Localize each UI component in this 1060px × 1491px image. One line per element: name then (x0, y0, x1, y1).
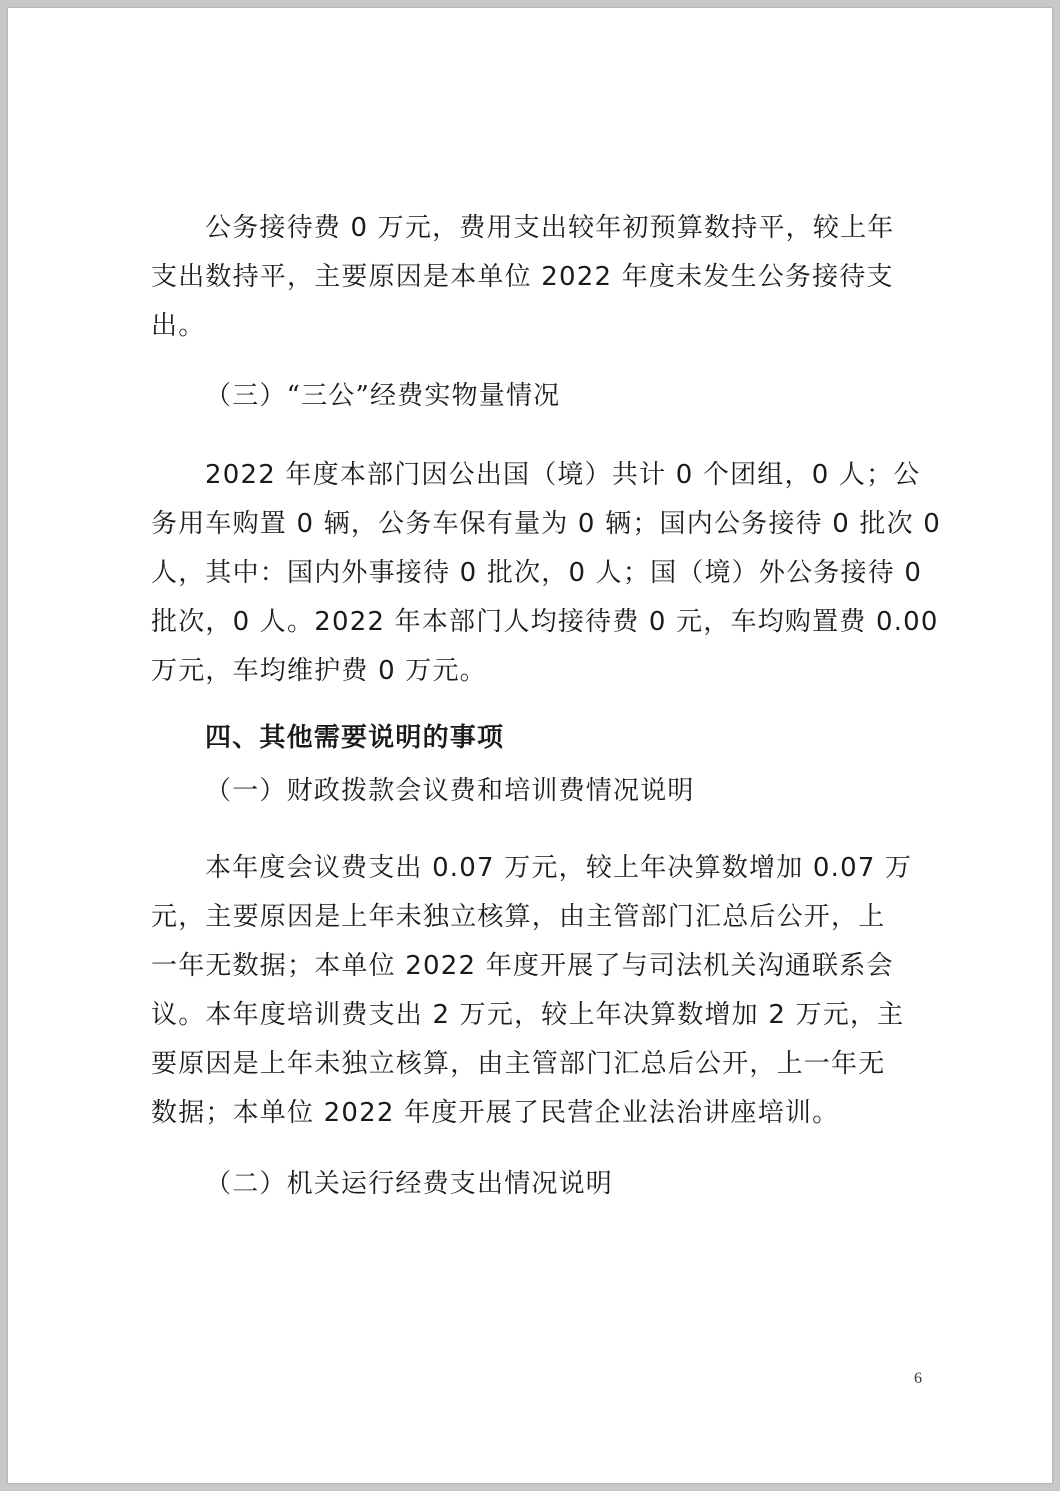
text-line: 人，其中：国内外事接待 0 批次，0 人；国（境）外公务接待 0 (151, 558, 923, 588)
text-line: 出。 (151, 311, 206, 341)
subheading-operating-expenses: （二）机关运行经费支出情况说明 (205, 1169, 614, 1199)
subheading-meeting-training: （一）财政拨款会议费和培训费情况说明 (205, 776, 695, 806)
text-line: 2022 年度本部门因公出国（境）共计 0 个团组，0 人；公 (205, 460, 921, 490)
text-line: 本年度会议费支出 0.07 万元，较上年决算数增加 0.07 万 (205, 853, 913, 883)
subheading-three-public-quantity: （三）“三公”经费实物量情况 (205, 381, 561, 411)
page-number: 6 (914, 1370, 922, 1387)
text-line: 批次，0 人。2022 年本部门人均接待费 0 元，车均购置费 0.00 (151, 607, 939, 637)
document-page (8, 8, 1052, 1483)
text-line: 议。本年度培训费支出 2 万元，较上年决算数增加 2 万元，主 (151, 1000, 905, 1030)
section-heading-other-matters: 四、其他需要说明的事项 (205, 723, 505, 753)
text-line: 数据；本单位 2022 年度开展了民营企业法治讲座培训。 (151, 1098, 840, 1128)
text-line: 支出数持平，主要原因是本单位 2022 年度未发生公务接待支 (151, 262, 894, 292)
text-line: 要原因是上年未独立核算，由主管部门汇总后公开，上一年无 (151, 1049, 886, 1079)
paragraph-three-public-quantity (151, 451, 942, 696)
paragraph-meeting-training (151, 844, 911, 1138)
text-line: 一年无数据；本单位 2022 年度开展了与司法机关沟通联系会 (151, 951, 894, 981)
text-line: 公务接待费 0 万元，费用支出较年初预算数持平，较上年 (205, 213, 895, 243)
text-line: 元，主要原因是上年未独立核算，由主管部门汇总后公开，上 (151, 902, 886, 932)
text-line: 务用车购置 0 辆，公务车保有量为 0 辆；国内公务接待 0 批次 0 (151, 509, 942, 539)
text-line: 万元，车均维护费 0 万元。 (151, 656, 487, 686)
paragraph-hospitality-expense (151, 204, 911, 351)
